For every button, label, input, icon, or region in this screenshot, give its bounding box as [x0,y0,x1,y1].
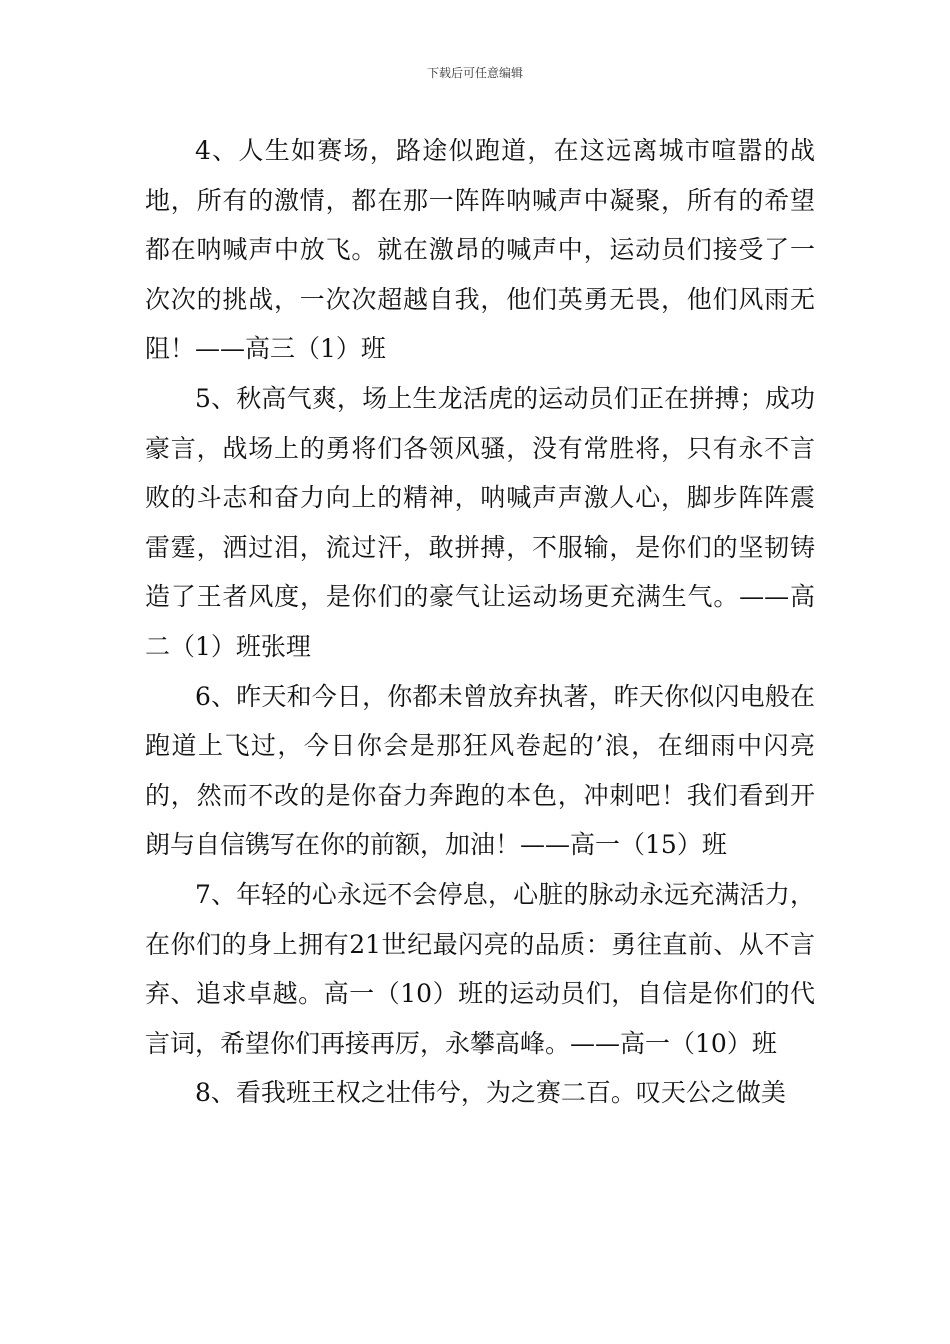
paragraph-4: 4、人生如赛场，路途似跑道，在这远离城市喧嚣的战地，所有的激情，都在那一阵阵呐喊声中凝聚，所有的希望都在呐喊声中放飞。就在激昂的喊声中，运动员们接受了一次次的挑战，一次次超越自我，他们英勇无畏，他们风雨无阻！——高三（1）班 [145,136,815,364]
page-header-note: 下载后可任意编辑 [426,66,523,80]
document-body [145,126,815,1118]
paragraph-6: 6、昨天和今日，你都未曾放弃执著，昨天你似闪电般在跑道上飞过，今日你会是那狂风卷起的’浪，在细雨中闪亮的，然而不改的是你奋力奔跑的本色，冲刺吧！我们看到开朗与自信镌写在你的前额，加油！——高一（15）班 [145,681,815,860]
paragraph-8: 8、看我班王权之壮伟兮，为之赛二百。叹天公之做美 [195,1078,786,1108]
paragraph-5: 5、秋高气爽，场上生龙活虎的运动员们正在拼搏；成功豪言，战场上的勇将们各领风骚，没有常胜将，只有永不言败的斗志和奋力向上的精神，呐喊声声激人心，脚步阵阵震雷霆，洒过泪，流过汗，敢拼搏，不服输，是你们的坚韧铸造了王者风度，是你们的豪气让运动场更充满生气。——高二（1）班张理 [145,383,815,661]
paragraph-7: 7、年轻的心永远不会停息，心脏的脉动永远充满活力，在你们的身上拥有21世纪最闪亮的品质：勇往直前、从不言弃、追求卓越。高一（10）班的运动员们，自信是你们的代言词，希望你们再接再厉，永攀高峰。——高一（10）班 [145,879,815,1058]
